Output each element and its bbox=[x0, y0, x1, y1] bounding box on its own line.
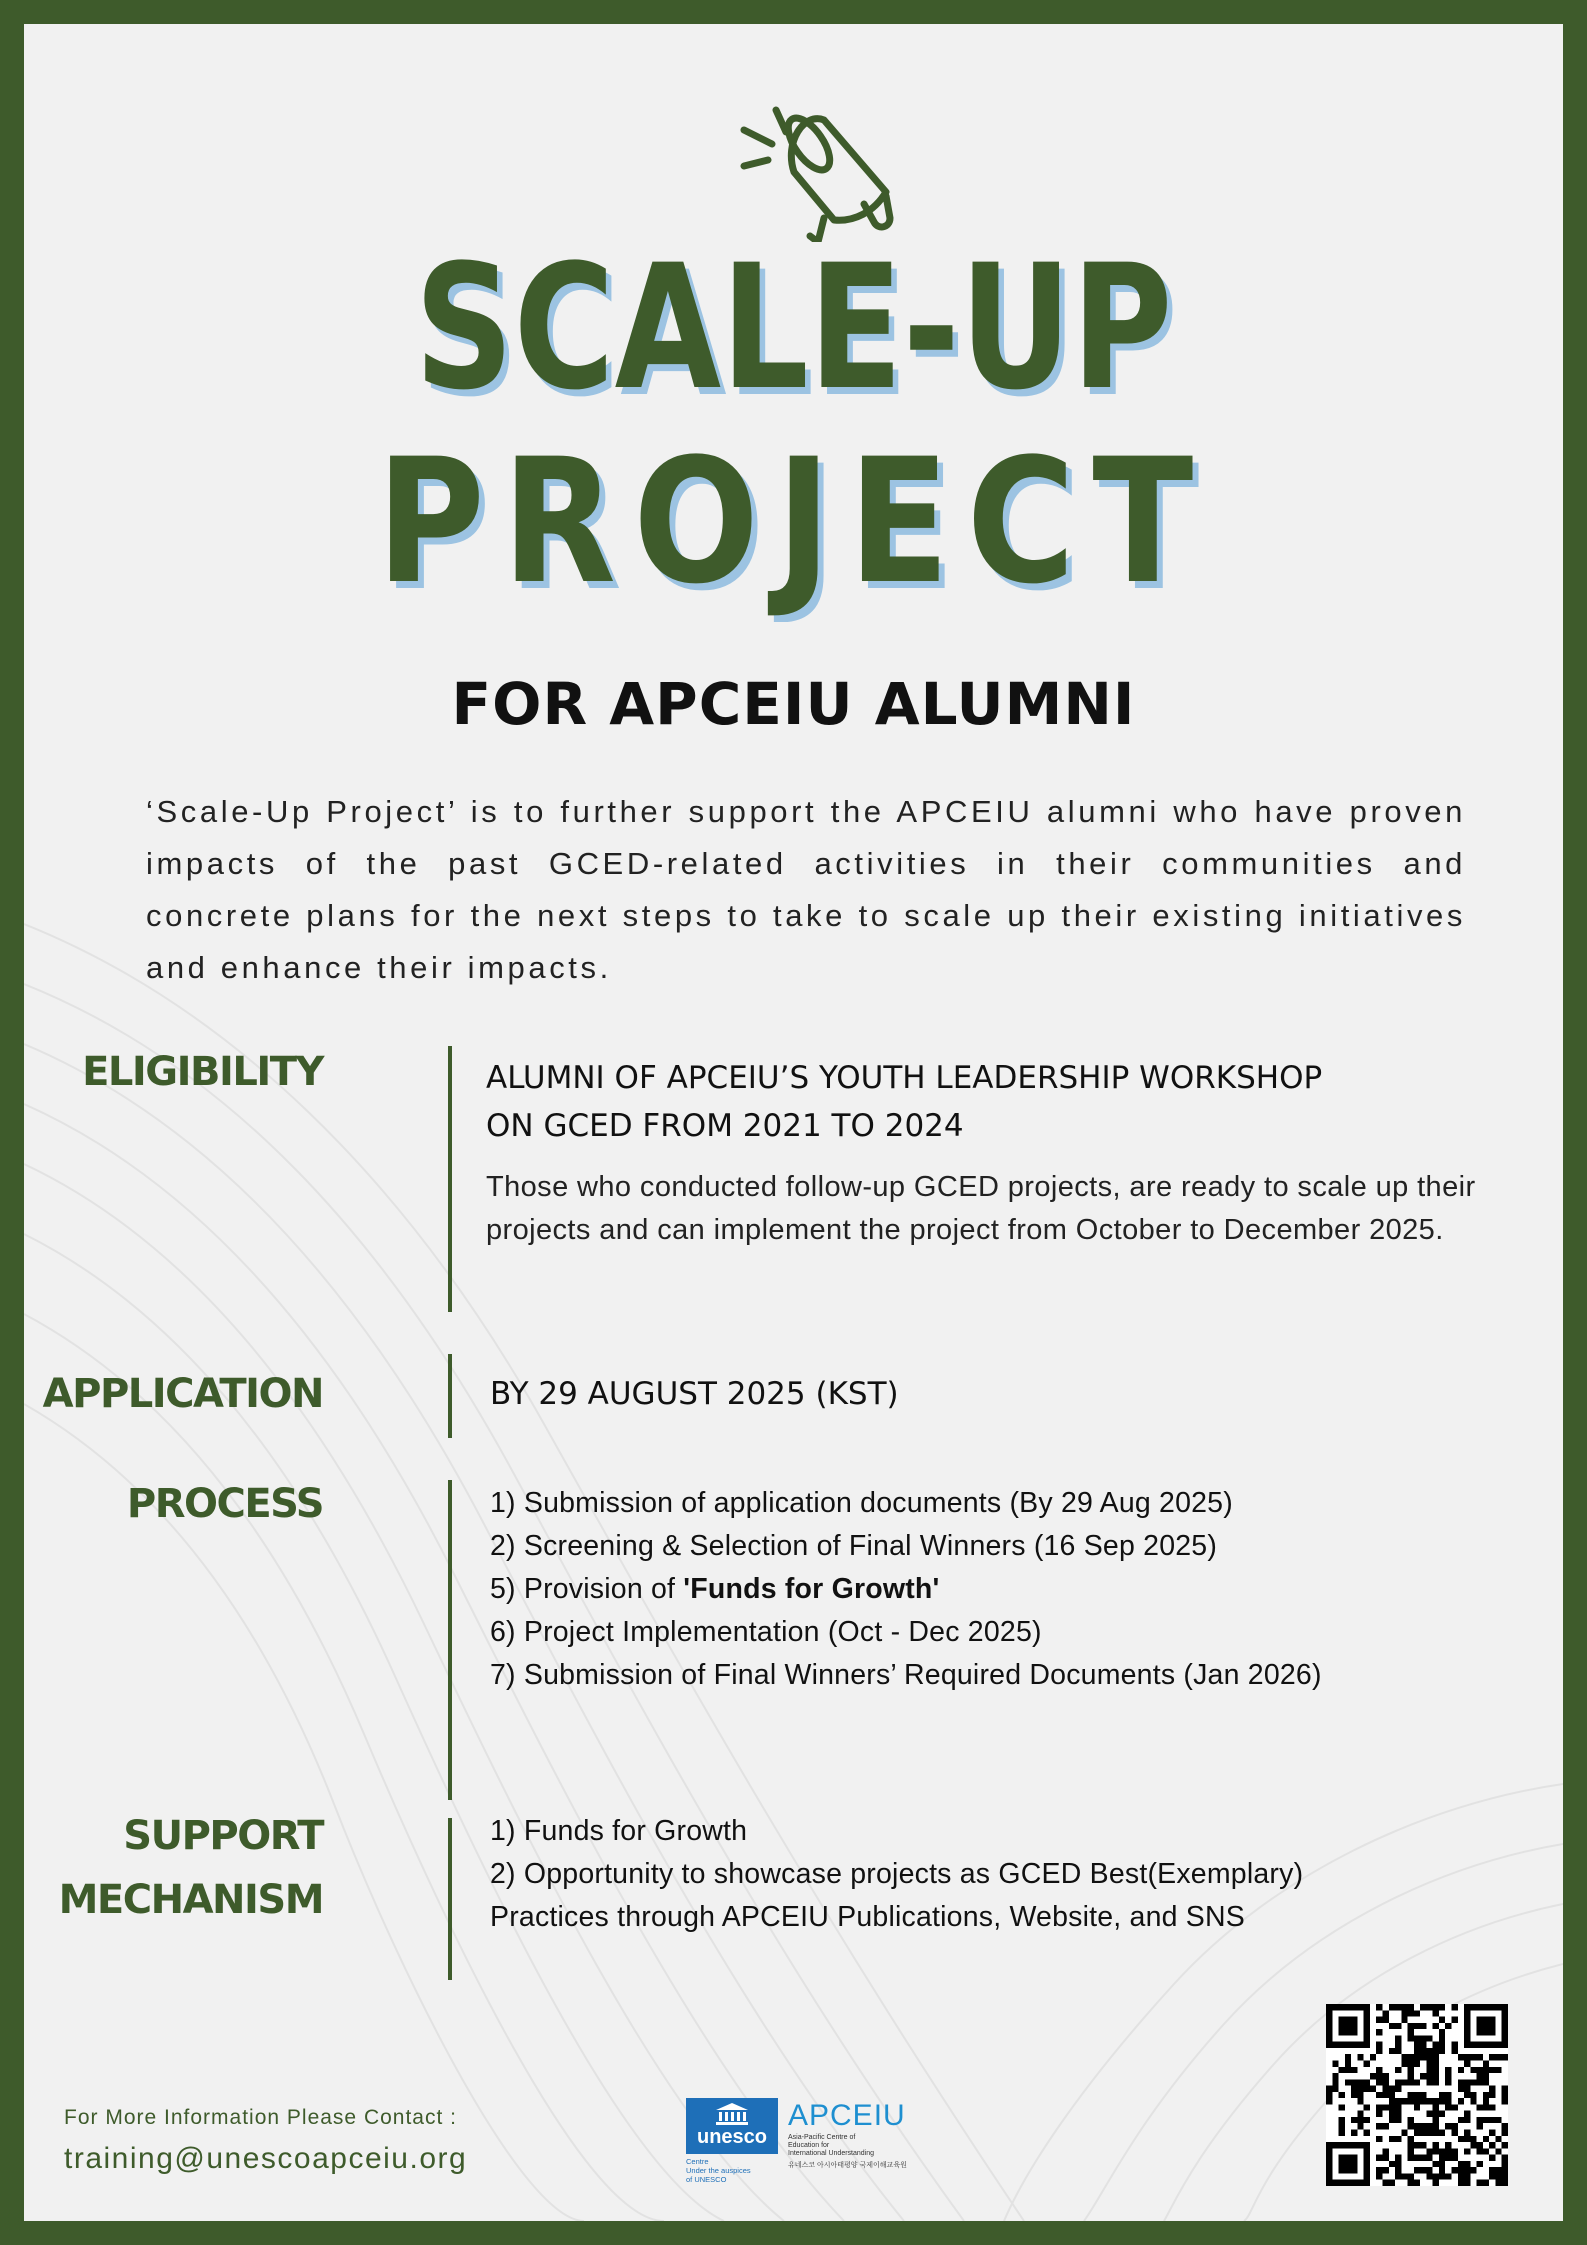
qr-code[interactable] bbox=[1326, 2004, 1508, 2186]
application-deadline: BY 29 AUGUST 2025 (KST) bbox=[490, 1376, 899, 1412]
title-line-1: SCALE-UP bbox=[414, 227, 1173, 428]
application-label: APPLICATION bbox=[42, 1371, 323, 1417]
eligibility-heading-line-1: ALUMNI OF APCEIU’S YOUTH LEADERSHIP WORKSHOP bbox=[486, 1060, 1323, 1096]
eligibility-description: Those who conducted follow-up GCED projects, are ready to scale up their projects and can implement the project from October to December 2025. bbox=[486, 1171, 1476, 1246]
eligibility-heading-line-2: ON GCED FROM 2021 TO 2024 bbox=[486, 1108, 964, 1144]
unesco-wordmark: unesco bbox=[696, 2126, 768, 2148]
eligibility-heading bbox=[486, 1054, 1526, 1150]
support-divider bbox=[448, 1818, 452, 1980]
support-list bbox=[490, 1810, 1303, 1939]
support-label bbox=[59, 1810, 323, 1926]
application-divider bbox=[448, 1354, 452, 1438]
apceiu-subtext-line: International Understanding bbox=[788, 2150, 875, 2157]
apceiu-subtext-line: Education for bbox=[788, 2142, 830, 2149]
process-label: PROCESS bbox=[126, 1481, 323, 1527]
apceiu-logo bbox=[788, 2100, 918, 2170]
eligibility-label: ELIGIBILITY bbox=[82, 1049, 323, 1095]
intro-paragraph: ‘Scale-Up Project’ is to further support the APCEIU alumni who have proven impacts of the past GCED-related activities in their communities and concrete plans for the next steps to take to scale up their existing initiatives and enhance their impacts. bbox=[146, 794, 1466, 985]
subtitle: FOR APCEIU ALUMNI bbox=[451, 670, 1136, 738]
support-item: Practices through APCEIU Publications, Website, and SNS bbox=[490, 1901, 1246, 1933]
unesco-subtext-line: of UNESCO bbox=[686, 2175, 727, 2184]
unesco-subtext bbox=[686, 2157, 778, 2184]
eligibility-divider bbox=[448, 1046, 452, 1312]
unesco-subtext-line: Under the auspices bbox=[686, 2166, 751, 2175]
contact-label: For More Information Please Contact : bbox=[64, 2106, 457, 2129]
apceiu-subtext bbox=[788, 2134, 918, 2170]
process-item: 7) Submission of Final Winners’ Required Documents (Jan 2026) bbox=[490, 1659, 1322, 1691]
process-item bbox=[490, 1568, 1322, 1611]
support-item: 1) Funds for Growth bbox=[490, 1815, 748, 1847]
apceiu-subtext-line: Asia-Pacific Centre of bbox=[788, 2134, 856, 2141]
title-line-2: PROJECT bbox=[376, 421, 1211, 622]
unesco-logo-box bbox=[686, 2098, 778, 2154]
process-list bbox=[490, 1482, 1322, 1697]
support-label-line-1: SUPPORT bbox=[123, 1813, 323, 1859]
temple-icon bbox=[714, 2102, 750, 2126]
poster bbox=[24, 24, 1563, 2221]
process-item: 2) Screening & Selection of Final Winners (16 Sep 2025) bbox=[490, 1530, 1218, 1562]
megaphone-icon bbox=[714, 72, 904, 242]
support-label-line-2: MECHANISM bbox=[58, 1877, 323, 1923]
process-item-prefix: 5) Provision of bbox=[490, 1573, 684, 1605]
apceiu-wordmark: APCEIU bbox=[788, 2099, 906, 2132]
funds-for-growth-emphasis: 'Funds for Growth' bbox=[683, 1573, 940, 1605]
support-item: 2) Opportunity to showcase projects as GCED Best(Exemplary) bbox=[490, 1858, 1304, 1890]
unesco-subtext-line: Centre bbox=[686, 2157, 709, 2166]
contact-email-link[interactable]: training@unescoapceiu.org bbox=[64, 2142, 468, 2175]
process-divider bbox=[448, 1480, 452, 1800]
apceiu-subtext-line: 유네스코 아시아태평양 국제이해교육원 bbox=[788, 2162, 907, 2169]
process-item: 6) Project Implementation (Oct - Dec 2025) bbox=[490, 1616, 1042, 1648]
unesco-logo bbox=[686, 2098, 778, 2182]
process-item: 1) Submission of application documents (By 29 Aug 2025) bbox=[490, 1487, 1233, 1519]
